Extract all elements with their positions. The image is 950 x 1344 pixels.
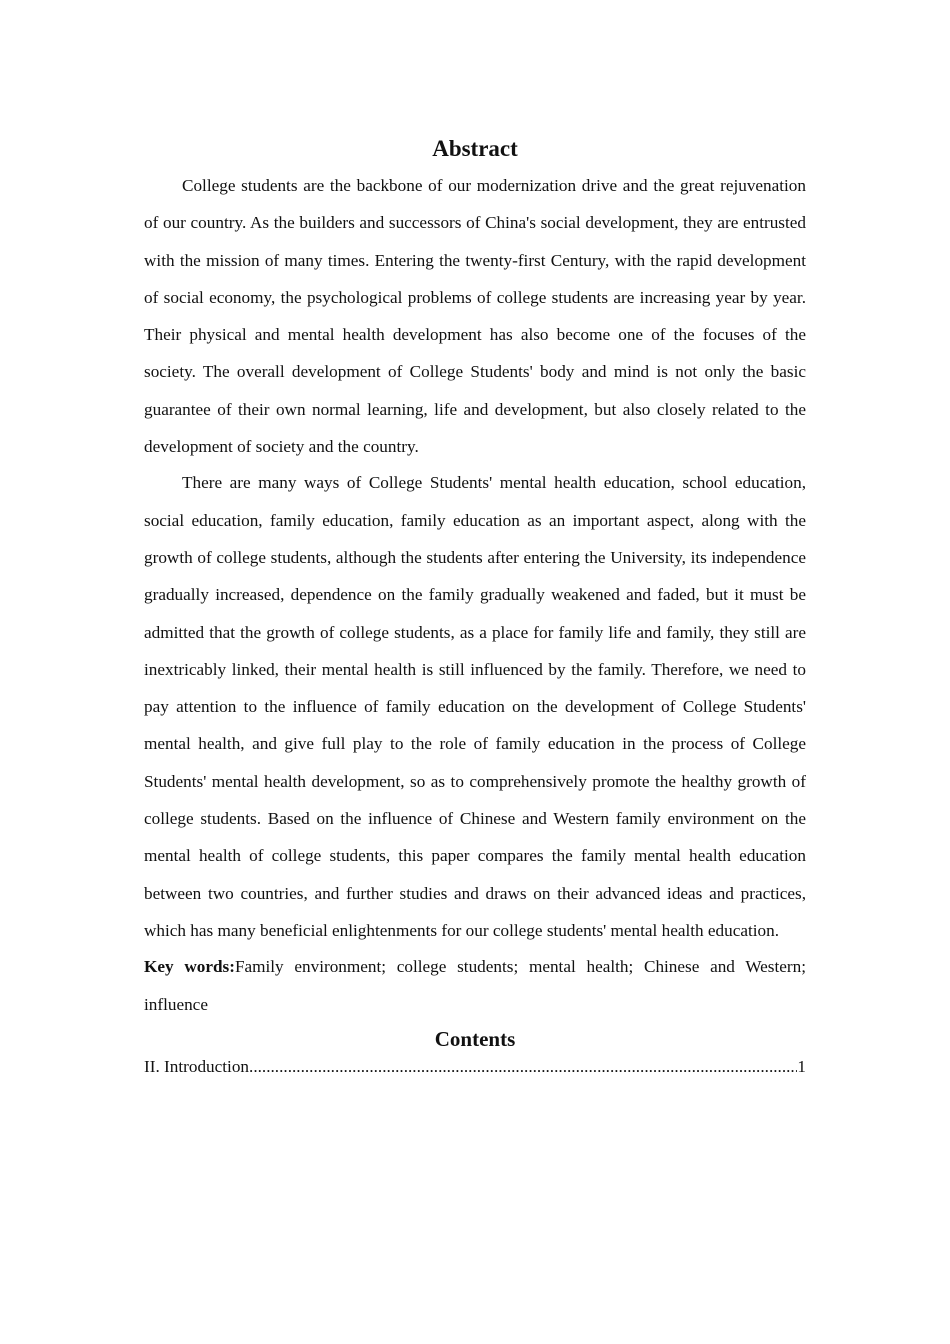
document-page xyxy=(144,132,806,1080)
toc-leader-dots xyxy=(249,1054,797,1080)
abstract-paragraph-2: There are many ways of College Students' mental health education, school education, social education, family education, family education as an important aspect, along with the growth of college students, although the students after entering the University, its independence gradually increased, dependence on the family gradually weakened and faded, but it must be admitted that the growth of college students, as a place for family life and family, they still are inextricably linked, their mental health is still influenced by the family. Therefore, we need to pay attention to the influence of family education on the development of College Students' mental health, and give full play to the role of family education in the process of College Students' mental health development, so as to comprehensively promote the healthy growth of college students. Based on the influence of Chinese and Western family environment on the mental health of college students, this paper compares the family mental health education between two countries, and further studies and draws on their advanced ideas and practices, which has many beneficial enlightenments for our college students' mental health education. xyxy=(144,473,806,940)
toc-entry-introduction[interactable] xyxy=(144,1054,806,1080)
keywords-text: Family environment; college students; mental health; Chinese and Western; influence xyxy=(144,957,806,1014)
abstract-paragraph-1: College students are the backbone of our modernization drive and the great rejuvenation of our country. As the builders and successors of China's social development, they are entrusted with the mission of many times. Entering the twenty-first Century, with the rapid development of social economy, the psychological problems of college students are increasing year by year. Their physical and mental health development has also become one of the focuses of the society. The overall development of College Students' body and mind is not only the basic guarantee of their own normal learning, life and development, but also closely related to the development of society and the country. xyxy=(144,176,806,457)
keywords-line xyxy=(144,948,806,1023)
toc-entry-page-number: 1 xyxy=(797,1056,806,1076)
abstract-title: Abstract xyxy=(432,136,518,161)
keywords-label: Key words: xyxy=(144,957,235,977)
contents-title: Contents xyxy=(434,1026,516,1051)
toc-entry-label: II. Introduction xyxy=(144,1056,250,1076)
